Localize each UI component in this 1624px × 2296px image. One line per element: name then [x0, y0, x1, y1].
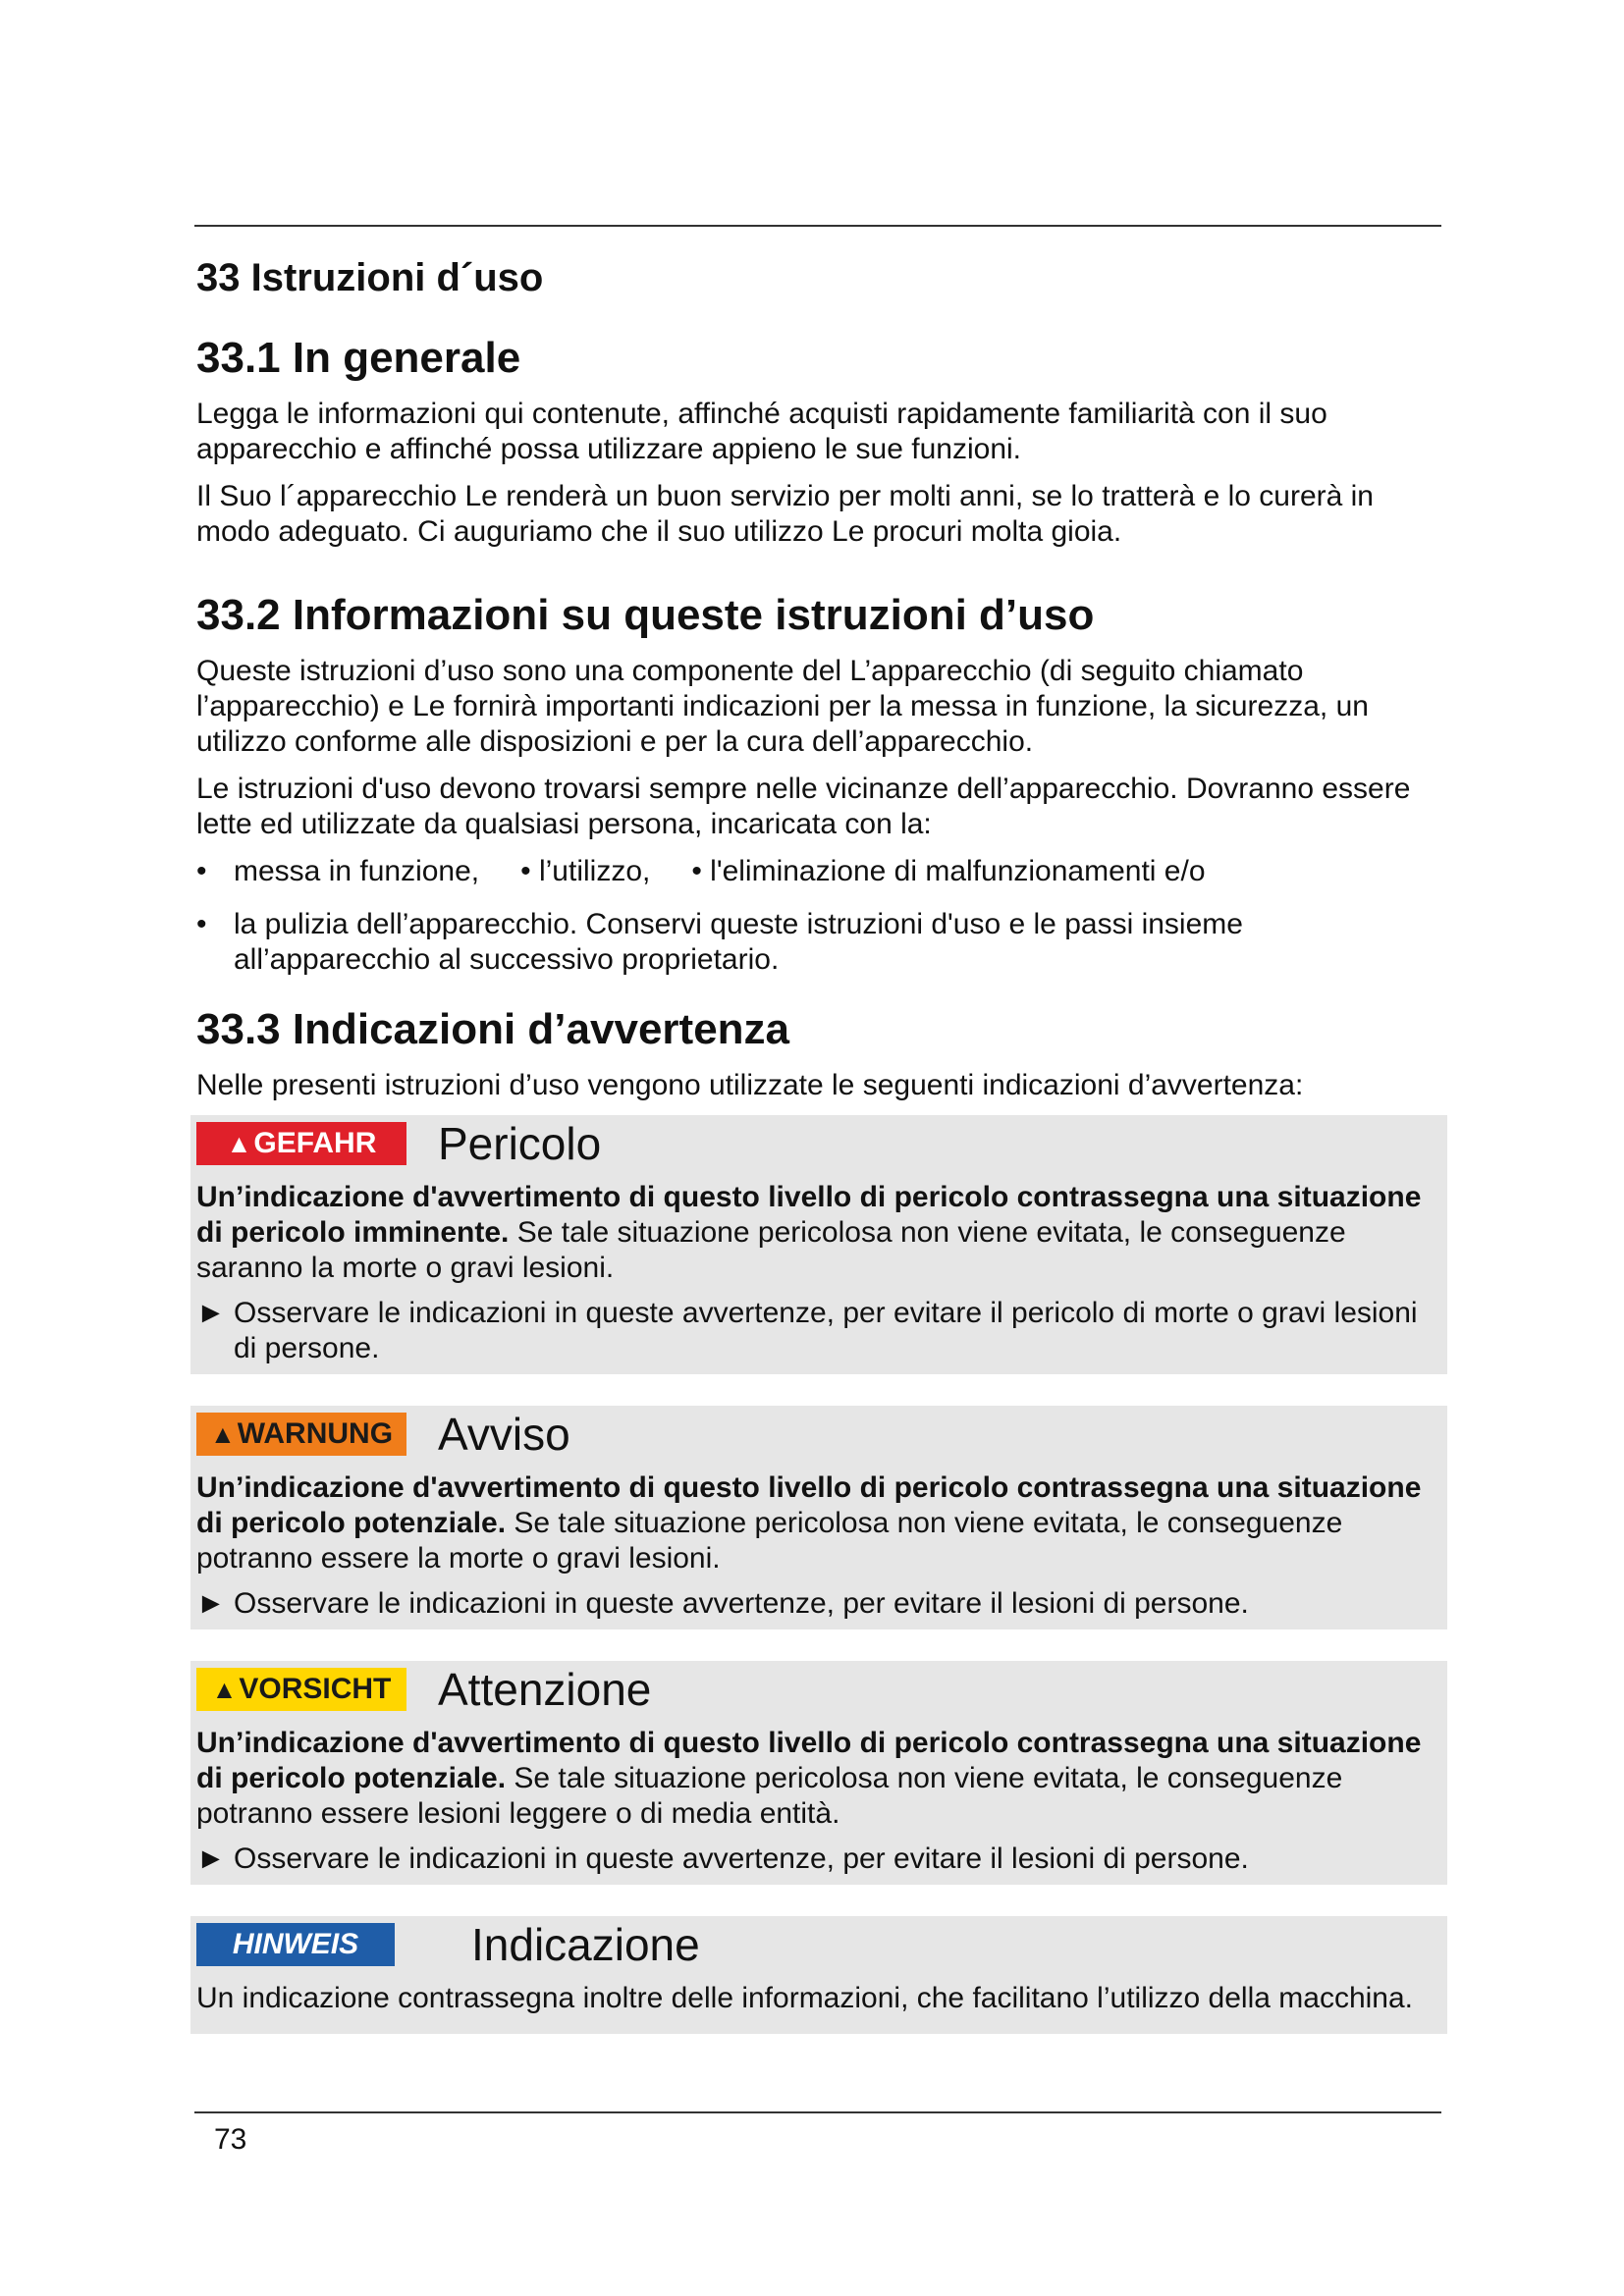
- bullet-icon: •: [196, 855, 207, 887]
- list-item: [196, 854, 1441, 889]
- chapter-title: 33 Istruzioni d´uso: [196, 256, 544, 299]
- danger-title: Pericolo: [438, 1118, 602, 1169]
- warning-title: Avviso: [438, 1409, 570, 1460]
- section-3-title: 33.3 Indicazioni d’avvertenza: [196, 1005, 790, 1053]
- caution-notice-box: [190, 1661, 1447, 1885]
- warning-triangle-icon: ▲: [226, 1128, 252, 1158]
- section-1-title: 33.1 In generale: [196, 334, 521, 382]
- triangle-right-icon: ►: [196, 1842, 226, 1875]
- bullet-text: messa in funzione,: [234, 855, 480, 887]
- bullet-list: [196, 854, 1441, 978]
- caution-action: ► Osservare le indicazioni in queste avvertenze, per evitare il lesioni di persone.: [196, 1842, 1249, 1875]
- page-number: 73: [214, 2123, 247, 2156]
- warning-action: ► Osservare le indicazioni in queste avvertenze, per evitare il lesioni di persone.: [196, 1587, 1249, 1620]
- triangle-right-icon: ►: [196, 1297, 226, 1329]
- footer-rule: [194, 2111, 1441, 2113]
- danger-text: Un’indicazione d'avvertimento di questo livello di pericolo contrassegna una situazione di pericolo imminente. Se tale situazione pericolosa non viene evitata, le conseguenze saranno la morte o gravi lesioni.: [196, 1181, 1422, 1284]
- caution-title: Attenzione: [438, 1664, 652, 1715]
- header-rule: [194, 225, 1441, 227]
- section-2-paragraph: Queste istruzioni d’uso sono una componente del L’apparecchio (di seguito chiamato l’apparecchio) e Le fornirà importanti indicazioni per la messa in funzione, la sicurezza, un utilizzo conforme alle disposizioni e per la cura dell’apparecchio.: [196, 655, 1369, 758]
- bullet-icon: •: [196, 908, 207, 940]
- section-2-paragraph: Le istruzioni d'uso devono trovarsi sempre nelle vicinanze dell’apparecchio. Dovranno essere lette ed utilizzate da qualsiasi persona, incaricata con la:: [196, 773, 1411, 840]
- list-item: [196, 907, 1441, 978]
- triangle-right-icon: ►: [196, 1587, 226, 1620]
- warning-triangle-icon: ▲: [211, 1674, 238, 1704]
- warning-badge: ▲ WARNUNG: [196, 1413, 406, 1456]
- danger-notice-box: [190, 1115, 1447, 1374]
- warning-notice-box: [190, 1406, 1447, 1629]
- caution-text: Un’indicazione d'avvertimento di questo livello di pericolo contrassegna una situazione di pericolo potenziale. Se tale situazione pericolosa non viene evitata, le conseguenze potranno essere lesioni leggere o di media entità.: [196, 1727, 1422, 1830]
- section-3-intro: Nelle presenti istruzioni d’uso vengono utilizzate le seguenti indicazioni d’avvertenza:: [196, 1069, 1304, 1101]
- notice-text: Un indicazione contrassegna inoltre delle informazioni, che facilitano l’utilizzo della macchina.: [196, 1982, 1413, 2014]
- warning-text: Un’indicazione d'avvertimento di questo livello di pericolo contrassegna una situazione di pericolo potenziale. Se tale situazione pericolosa non viene evitata, le conseguenze potranno essere la morte o gravi lesioni.: [196, 1471, 1422, 1575]
- bullet-text: • l'eliminazione di malfunzionamenti e/o: [691, 855, 1206, 887]
- section-1-paragraph: Il Suo l´apparecchio Le renderà un buon servizio per molti anni, se lo tratterà e lo curerà in modo adeguato. Ci auguriamo che il suo utilizzo Le procuri molta gioia.: [196, 480, 1374, 548]
- notice-box: [190, 1916, 1447, 2034]
- danger-action: ► Osservare le indicazioni in queste avvertenze, per evitare il pericolo di morte o gravi lesioni di persone.: [196, 1297, 1418, 1364]
- notice-title: Indicazione: [471, 1919, 700, 1970]
- page-content: [196, 253, 1441, 2065]
- bullet-text: • l’utilizzo,: [520, 855, 651, 887]
- section-1-paragraph: Legga le informazioni qui contenute, affinché acquisti rapidamente familiarità con il suo apparecchio e affinché possa utilizzare appieno le sue funzioni.: [196, 398, 1327, 465]
- danger-badge: ▲ GEFAHR: [196, 1122, 406, 1165]
- caution-badge: ▲ VORSICHT: [196, 1668, 406, 1711]
- notice-badge: HINWEIS: [196, 1923, 395, 1966]
- warning-triangle-icon: ▲: [209, 1418, 236, 1449]
- bullet-text: la pulizia dell’apparecchio. Conservi queste istruzioni d'uso e le passi insieme all’apparecchio al successivo proprietario.: [234, 908, 1243, 976]
- section-2-title: 33.2 Informazioni su queste istruzioni d’uso: [196, 591, 1095, 639]
